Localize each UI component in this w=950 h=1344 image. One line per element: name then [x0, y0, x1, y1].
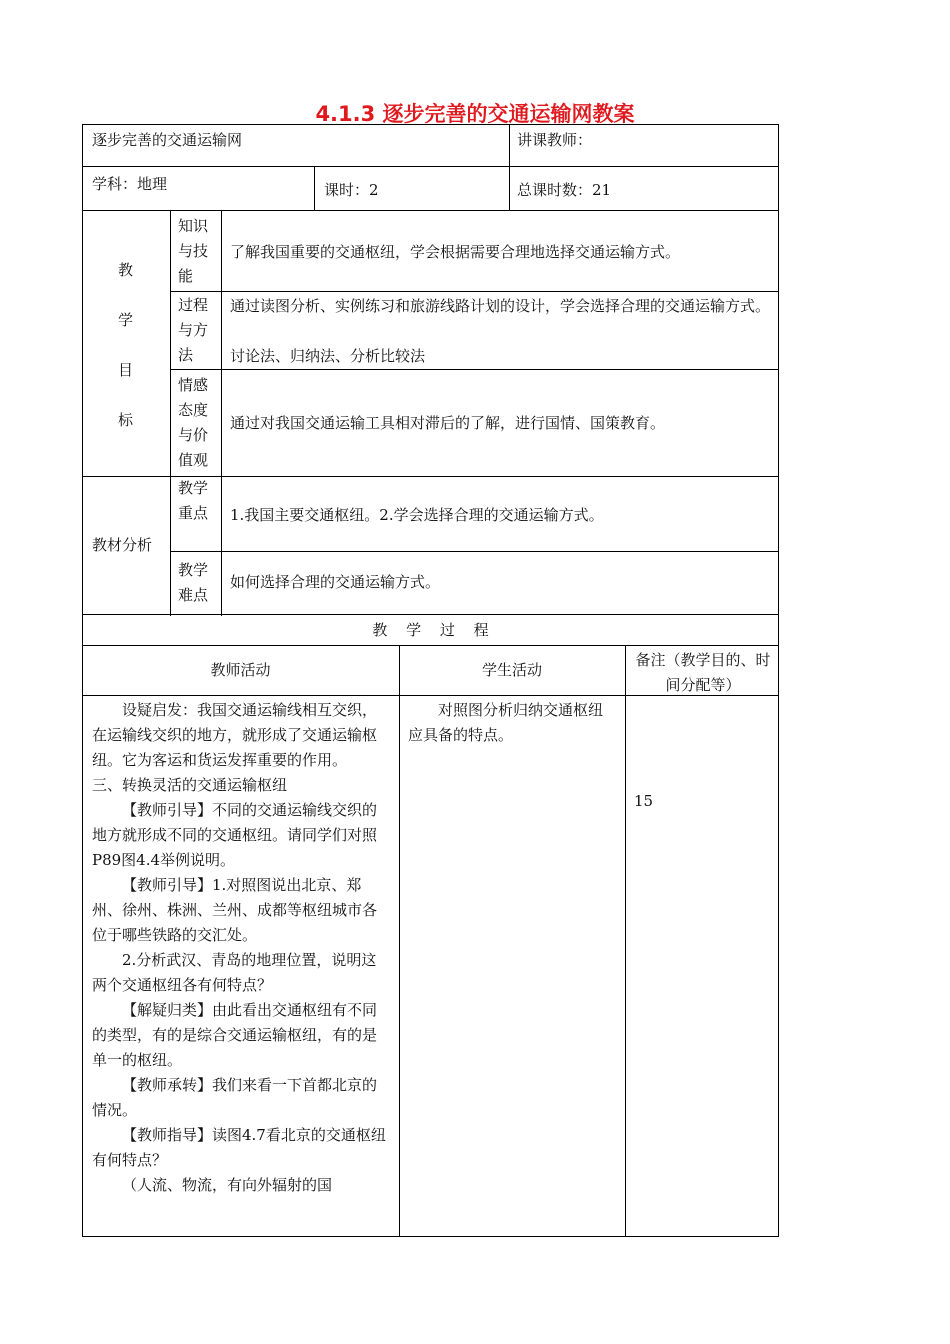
teacher-label: 讲课教师： [517, 131, 593, 149]
teacher-paragraph: 设疑启发：我国交通运输线相互交织，在运输线交织的地方，就形成了交通运输枢纽。它为客运和货运发挥重要的作用。 [92, 701, 378, 769]
objectives-label-2: 学 [118, 311, 134, 329]
total-hours-label: 总课时数：21 [517, 181, 612, 199]
teacher-paragraph: （人流、物流，有向外辐射的国 [122, 1176, 333, 1194]
process-text-1: 通过读图分析、实例练习和旅游线路计划的设计，学会选择合理的交通运输方式。 [230, 297, 771, 315]
knowledge-label: 知识与技能 [178, 217, 209, 285]
teacher-paragraph: 三、转换灵活的交通运输枢纽 [92, 776, 288, 794]
subject-label: 学科：地理 [92, 175, 168, 193]
student-activity-header: 学生活动 [481, 661, 542, 679]
teacher-paragraph: 2.分析武汉、青岛的地理位置，说明这两个交通枢纽各有何特点？ [92, 951, 377, 994]
key-points-text: 1.我国主要交通枢纽。2.学会选择合理的交通运输方式。 [230, 506, 604, 524]
teacher-paragraph: 【教师引导】1.对照图说出北京、郑州、徐州、株洲、兰州、成都等枢纽城市各位于哪些铁路的交汇处。 [92, 876, 378, 944]
process-label: 过程与方法 [178, 296, 209, 364]
objectives-label-3: 目 [118, 361, 134, 379]
student-activity-content [408, 698, 616, 748]
analysis-label: 教材分析 [92, 536, 153, 554]
objectives-label-1: 教 [118, 261, 134, 279]
difficult-points-label: 教学难点 [178, 561, 209, 604]
teacher-paragraph: 【解疑归类】由此看出交通枢纽有不同的类型，有的是综合交通运输枢纽，有的是单一的枢纽。 [92, 1001, 378, 1069]
teacher-activity-header: 教师活动 [210, 661, 271, 679]
emotion-text: 通过对我国交通运输工具相对滞后的了解，进行国情、国策教育。 [230, 414, 666, 432]
knowledge-text: 了解我国重要的交通枢纽，学会根据需要合理地选择交通运输方式。 [230, 243, 681, 261]
teacher-paragraph: 【教师指导】读图4.7看北京的交通枢纽有何特点？ [92, 1126, 386, 1169]
difficult-points-text: 如何选择合理的交通运输方式。 [230, 573, 441, 591]
document-title: 4.1.3 逐步完善的交通运输网教案 [315, 102, 635, 126]
objectives-label-4: 标 [118, 411, 134, 429]
teacher-paragraph: 【教师引导】不同的交通运输线交织的地方就形成不同的交通枢纽。请同学们对照P89图4.4举例说明。 [92, 801, 378, 869]
teacher-activity-content [92, 698, 388, 1198]
notes-header: 备注（教学目的、时间分配等） [635, 651, 771, 694]
process-text-2: 讨论法、归纳法、分析比较法 [230, 347, 426, 365]
process-header: 教 学 过 程 [372, 621, 489, 639]
key-points-label: 教学重点 [178, 479, 209, 522]
hours-label: 课时：2 [324, 181, 379, 199]
notes-value: 15 [634, 792, 654, 810]
teacher-paragraph: 【教师承转】我们来看一下首都北京的情况。 [92, 1076, 378, 1119]
student-paragraph: 对照图分析归纳交通枢纽应具备的特点。 [408, 701, 604, 744]
emotion-label: 情感态度与价值观 [178, 376, 209, 469]
lesson-name: 逐步完善的交通运输网 [92, 131, 243, 149]
